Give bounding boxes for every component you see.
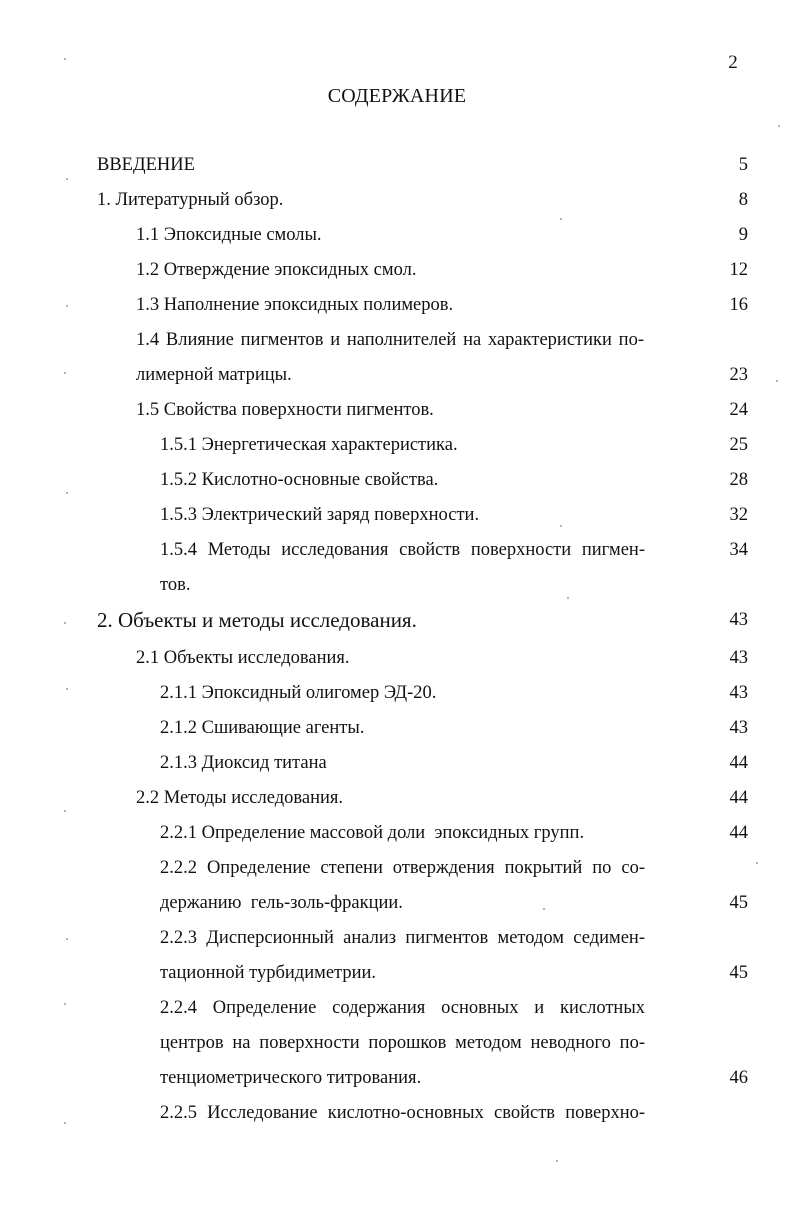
toc-entry-1-5-4-line-1 (0, 536, 794, 564)
toc-entry-text: 1.5.4 Методы исследования свойств поверхности пигмен- (160, 540, 645, 560)
toc-entry-2-2-2-line-2 (0, 889, 794, 917)
scan-speck (66, 178, 68, 180)
toc-entry-text: 2.2.5 Исследование кислотно-основных свойств поверхно- (160, 1103, 645, 1123)
toc-entry-text: 1.4 Влияние пигментов и наполнителей на характеристики по- (136, 330, 644, 350)
scan-speck (66, 688, 68, 690)
toc-entry-text: 1.5 Свойства поверхности пигментов. (136, 400, 434, 420)
scan-speck (778, 125, 780, 127)
toc-entry-page: 25 (729, 435, 748, 455)
toc-entry-text: тенциометрического титрования. (160, 1068, 422, 1088)
scan-speck (64, 58, 66, 60)
table-of-contents (0, 150, 794, 1217)
toc-entry-1-2 (0, 256, 794, 284)
toc-entry-2-2-1 (0, 819, 794, 847)
scan-speck (556, 1160, 558, 1162)
toc-entry-2-2-3-line-2 (0, 959, 794, 987)
toc-entry-2-2-2-line-1 (0, 854, 794, 882)
scan-speck (66, 492, 68, 494)
scan-speck (66, 305, 68, 307)
toc-entry-1-4-line-2 (0, 361, 794, 389)
toc-entry-page: 43 (729, 648, 748, 668)
scan-speck (64, 622, 66, 624)
toc-entry-1-5-4-line-2 (0, 571, 794, 599)
toc-entry-page: 9 (738, 225, 748, 245)
toc-entry-text: 1.5.3 Электрический заряд поверхности. (160, 505, 480, 525)
toc-entry-page: 28 (729, 470, 748, 490)
toc-entry-text: центров на поверхности порошков методом неводного по- (160, 1033, 645, 1053)
toc-entry-text: ВВЕДЕНИЕ (97, 155, 195, 175)
toc-entry-text: 1.5.1 Энергетическая характеристика. (160, 435, 458, 455)
scan-speck (567, 597, 569, 599)
toc-entry-text: 1. Литературный обзор. (97, 190, 284, 210)
toc-entry-2-1 (0, 644, 794, 672)
toc-entry-text: 2.2.1 Определение массовой доли эпоксидных групп. (160, 823, 585, 843)
toc-entry-page: 5 (738, 155, 748, 175)
toc-entry-2-2-3-line-1 (0, 924, 794, 952)
toc-entry-text: 2.1.3 Диоксид титана (160, 753, 327, 773)
toc-entry-2-2-5-line-1 (0, 1099, 794, 1127)
toc-entry-intro (0, 151, 794, 179)
toc-entry-page: 24 (729, 400, 748, 420)
scan-speck (543, 908, 545, 910)
scan-speck (64, 1003, 66, 1005)
scan-speck (560, 525, 562, 527)
scan-speck (64, 1122, 66, 1124)
toc-entry-page: 23 (729, 365, 748, 385)
toc-entry-page: 43 (729, 610, 748, 630)
toc-entry-text: тов. (160, 575, 191, 595)
toc-entry-2-2-4-line-3 (0, 1064, 794, 1092)
toc-entry-page: 43 (729, 718, 748, 738)
toc-entry-text: 2.1.1 Эпоксидный олигомер ЭД-20. (160, 683, 437, 703)
toc-entry-1-5 (0, 396, 794, 424)
toc-entry-2-1-2 (0, 714, 794, 742)
toc-entry-page: 12 (729, 260, 748, 280)
scan-speck (64, 372, 66, 374)
scan-speck (776, 380, 778, 382)
toc-entry-text: 1.1 Эпоксидные смолы. (136, 225, 322, 245)
toc-entry-text: 2.2.4 Определение содержания основных и кислотных (160, 998, 645, 1018)
toc-entry-1-5-3 (0, 501, 794, 529)
toc-entry-text: 2.2.2 Определение степени отверждения покрытий по со- (160, 858, 645, 878)
page-number: 2 (728, 52, 738, 73)
toc-entry-2-2-4-line-1 (0, 994, 794, 1022)
toc-entry-1-4-line-1 (0, 326, 794, 354)
toc-entry-2-2 (0, 784, 794, 812)
toc-entry-2-1-1 (0, 679, 794, 707)
toc-entry-text: 1.3 Наполнение эпоксидных полимеров. (136, 295, 454, 315)
toc-entry-page: 16 (729, 295, 748, 315)
toc-entry-1-3 (0, 291, 794, 319)
toc-entry-text: 2.2.3 Дисперсионный анализ пигментов методом седимен- (160, 928, 645, 948)
toc-entry-text: 2.1 Объекты исследования. (136, 648, 350, 668)
toc-entry-page: 34 (729, 540, 748, 560)
toc-entry-page: 43 (729, 683, 748, 703)
toc-entry-page: 46 (729, 1068, 748, 1088)
toc-entry-1-5-1 (0, 431, 794, 459)
scan-speck (66, 938, 68, 940)
toc-entry-text: тационной турбидиметрии. (160, 963, 377, 983)
scan-speck (560, 218, 562, 220)
page-title: СОДЕРЖАНИЕ (327, 85, 467, 107)
toc-entry-page: 32 (729, 505, 748, 525)
toc-entry-text: лимерной матрицы. (136, 365, 292, 385)
toc-entry-text: 2.1.2 Сшивающие агенты. (160, 718, 365, 738)
toc-entry-2-2-4-line-2 (0, 1029, 794, 1057)
toc-entry-page: 45 (729, 893, 748, 913)
toc-entry-1-1 (0, 221, 794, 249)
toc-entry-page: 45 (729, 963, 748, 983)
toc-entry-text: 1.5.2 Кислотно-основные свойства. (160, 470, 439, 490)
toc-entry-page: 8 (738, 190, 748, 210)
toc-entry-page: 44 (729, 753, 748, 773)
toc-entry-section-1 (0, 186, 794, 214)
scan-speck (756, 862, 758, 864)
toc-entry-text: 1.2 Отверждение эпоксидных смол. (136, 260, 417, 280)
toc-entry-page: 44 (729, 823, 748, 843)
toc-entry-section-2 (0, 606, 794, 634)
toc-entry-text: 2.2 Методы исследования. (136, 788, 344, 808)
toc-entry-text: держанию гель-золь-фракции. (160, 893, 403, 913)
scan-speck (64, 810, 66, 812)
toc-entry-1-5-2 (0, 466, 794, 494)
toc-entry-2-1-3 (0, 749, 794, 777)
toc-entry-page: 44 (729, 788, 748, 808)
toc-entry-text: 2. Объекты и методы исследования. (97, 608, 417, 632)
